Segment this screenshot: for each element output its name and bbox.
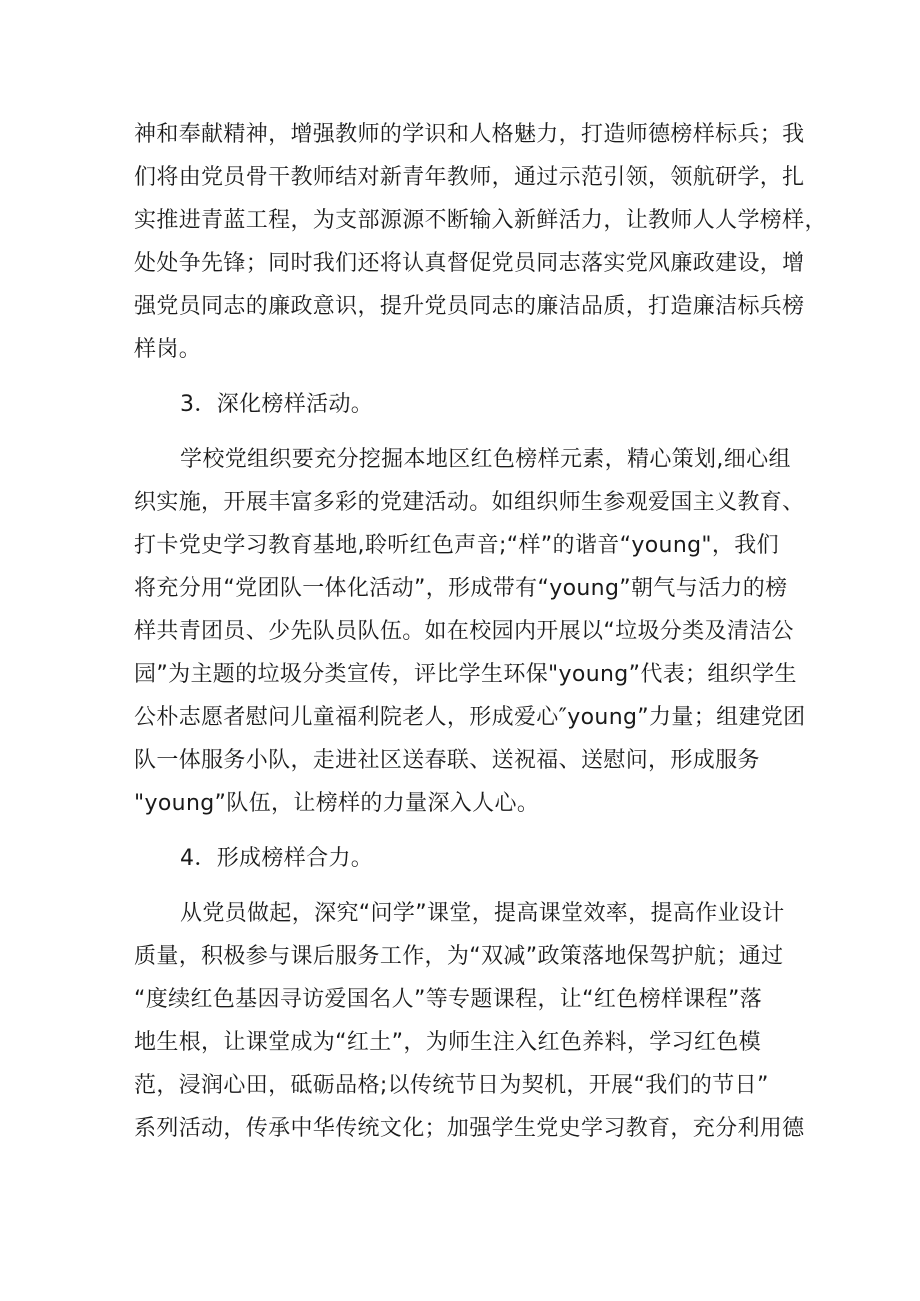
paragraph-line: 地生根，让课堂成为“红土”，为师生注入红色养料，学习红色模 [134, 1030, 761, 1055]
paragraph-line: 将充分用“党团队一体化活动”，形成带有“young”朝气与活力的榜 [134, 576, 788, 601]
paragraph-line: 系列活动，传承中华传统文化；加强学生党史学习教育，充分利用德 [134, 1116, 805, 1141]
paragraph-line: 强党员同志的廉政意识，提升党员同志的廉洁品质，打造廉洁标兵榜 [134, 294, 805, 319]
paragraph-line: 园”为主题的垃圾分类宣传，评比学生环保"young”代表；组织学生 [134, 662, 797, 687]
paragraph-line: 学校党组织要充分挖掘本地区红色榜样元素，精心策划,细心组 [180, 447, 791, 472]
paragraph-line: 处处争先锋；同时我们还将认真督促党员同志落实党风廉政建设，增 [134, 251, 805, 276]
paragraph-1 [134, 113, 827, 371]
paragraph-line: 样岗。 [134, 337, 202, 362]
paragraph-line: 样共青团员、少先队员队伍。如在校园内开展以“垃圾分类及清洁公 [134, 619, 794, 644]
paragraph-line: “度续红色基因寻访爱国名人”等专题课程，让“红色榜样课程”落 [134, 987, 763, 1012]
paragraph-line: 们将由党员骨干教师结对新青年教师，通过示范引领，领航研学，扎 [134, 165, 805, 190]
paragraph-line: 质量，积极参与课后服务工作，为“双减”政策落地保驾护航；通过 [134, 944, 784, 969]
paragraph-line: 范，浸润心田，砥砺品格;以传统节日为契机，开展“我们的节日” [134, 1073, 769, 1098]
paragraph-line: 队一体服务小队，走进社区送春联、送祝福、送慰问，形成服务 [134, 748, 760, 773]
paragraph-line: 织实施，开展丰富多彩的党建活动。如组织师生参观爱国主义教育、 [134, 490, 805, 515]
paragraph-2 [134, 438, 806, 825]
paragraph-line: 公朴志愿者慰问儿童福利院老人，形成爱心″young”力量；组建党团 [134, 705, 806, 730]
paragraph-3 [134, 892, 805, 1150]
paragraph-line: 神和奉献精神，增强教师的学识和人格魅力，打造师德榜样标兵；我 [134, 122, 805, 147]
paragraph-line: "young”队伍，让榜样的力量深入人心。 [134, 791, 540, 816]
paragraph-line: 实推进青蓝工程，为支部源源不断输入新鲜活力，让教师人人学榜样， [134, 208, 827, 233]
paragraph-line: 打卡党史学习教育基地,聆听红色声音;“样”的谐音“young"，我们 [134, 533, 779, 558]
paragraph-line: 从党员做起，深究“问学”课堂，提高课堂效率，提高作业设计 [180, 901, 785, 926]
document-body [134, 113, 827, 1162]
section-heading-4: 4．形成榜样合力。 [180, 846, 374, 871]
section-heading-3: 3．深化榜样活动。 [180, 392, 374, 417]
